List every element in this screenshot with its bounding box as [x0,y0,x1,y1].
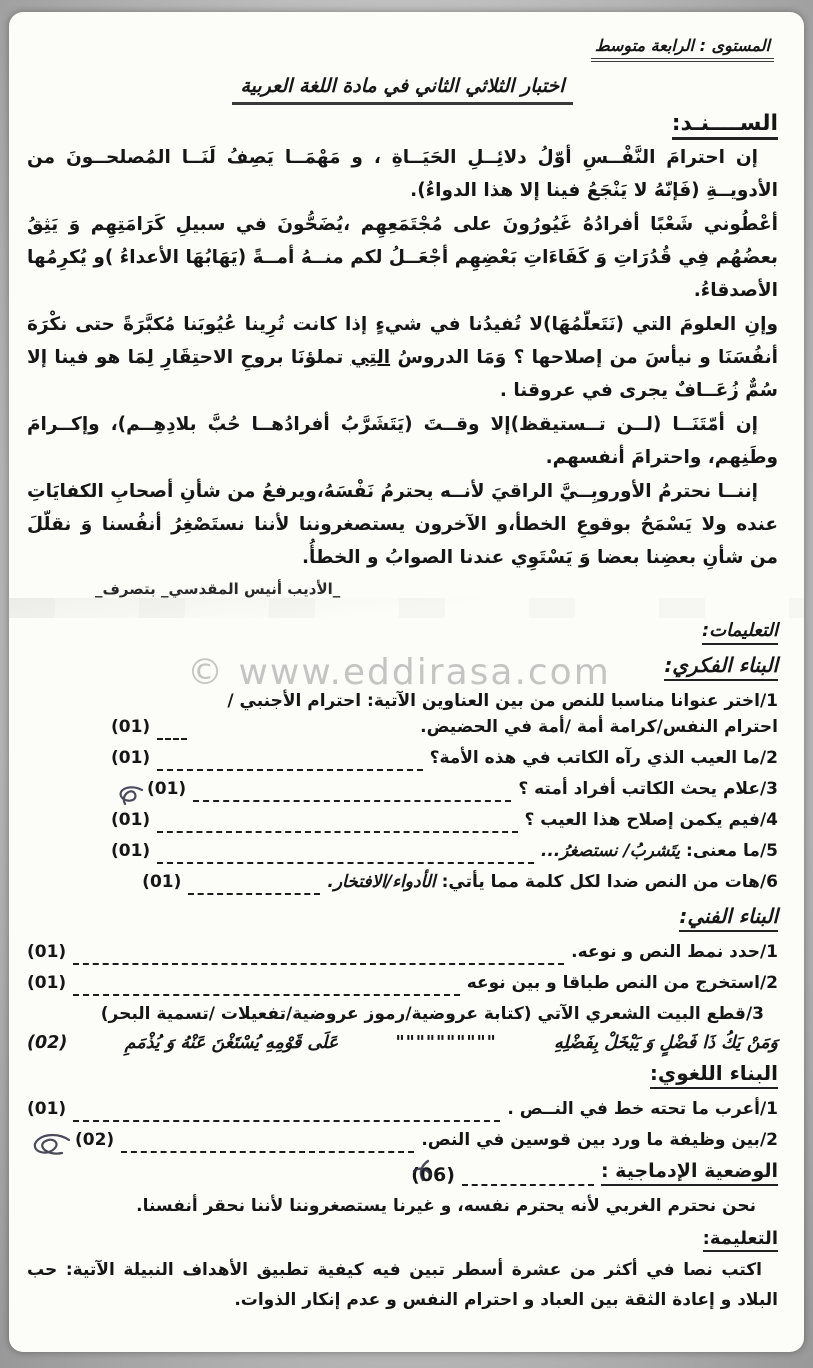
question-mark: (02) [27,1033,68,1053]
section-lughawi [27,1057,778,1153]
underlined-word: التِي [350,347,391,368]
question-text: 2/بين وظيفة ما ورد بين قوسين في النص. [421,1130,778,1150]
answer-dash-line [157,855,534,864]
pen-mark-icon [29,1130,73,1158]
question-mark: (01) [147,779,187,799]
support-text: نحن نحترم الغربي لأنه يحترم نفسه، و غيرنا يستصغروننا لأننا نحقر أنفسنا. [136,1196,756,1216]
sanad-paragraph-3 [27,308,778,407]
question-text: 1/أعرب ما تحته خط في النــص . [507,1099,778,1119]
answer-dash-line [462,1177,594,1186]
question-mark: (02) [75,1130,115,1150]
instructions-section [27,618,778,645]
wadiya-heading: الوضعية الإدماجية : [601,1160,778,1186]
watermark: © www.eddirasa.com [187,652,611,693]
section-heading-lughawi: البناء اللغوي: [650,1061,778,1089]
question-text: 3/قطع البيت الشعري الآتي (كتابة عروضية/رموز عروضية/تفعيلات /تسمية البحر) [100,1004,764,1024]
question-mark: (01) [27,942,67,962]
author-line: _الأديب أنيس المقدسي_ بتصرف_ [95,580,341,598]
question-text [327,869,778,895]
question-text: 1/حدد نمط النص و نوعه. [571,942,778,962]
sanad-paragraph-3-end: تملؤنَا بروحِ الاحتِقَارِ لِمَا هو فينا إلا سُمٌّ زُعَــافٌ يجرى في عروقنا . [27,347,778,401]
question-prefix: 6/هات من النص ضدا لكل كلمة مما يأتي: [435,872,778,892]
answer-dash-line [121,1144,414,1153]
section-heading-fikri: البناء الفكري: [664,653,778,681]
verse-right-hemistich: وَمَنْ يَكُ ذَا فَضْلٍ وَ يَبْخَلْ بِفَضْلِهِ [554,1033,778,1053]
question-mark: (01) [111,717,151,737]
answer-dash-line [193,793,511,802]
question-text: 4/فيم يكمن إصلاح هذا العيب ؟ [524,810,778,830]
question-row [27,939,778,965]
question-mark: (01) [27,973,67,993]
pen-mark-icon [409,1158,435,1184]
question-row [111,745,778,771]
answer-dash-line [73,956,564,965]
verse-line [27,1033,778,1053]
pen-mark-icon [113,783,145,807]
answer-dash-line [73,987,460,996]
taalima-heading: التعليمة: [703,1228,778,1252]
fikri-questions [27,688,778,895]
answer-dash-line [73,1113,500,1122]
level-header [27,36,778,62]
answer-dash-line [188,886,320,895]
sanad-paragraph-3-start: وإنِ العلومَ التي (نَتَعلّمُهَا)لا تُفيدُنا في شيءٍ إذا كانت تُرِينا عُيُوبَنا مُكبَّرَةً حتى نكْرَهَ أنفُسَنَا و نيأسَ من إصلاحها ؟ وَمَا الدروسُ [27,314,778,368]
paper-crease [9,598,804,618]
exam-title [27,75,778,105]
wadiya-row [27,1160,778,1186]
section-wadiya [27,1160,778,1315]
question-mark: (01) [111,841,151,861]
question-text: 3/علام يحث الكاتب أفراد أمته ؟ [518,779,778,799]
question-emphasized-words: يتَشربُ/ نستصغرُ... [540,841,681,861]
question-row [111,776,778,802]
question-mark: (01) [111,748,151,768]
section-heading-fanni: البناء الفني: [679,904,778,932]
question-row [27,970,778,996]
question-row [111,838,778,864]
wadiya-mark-wrap [411,1164,455,1186]
section-fanni [27,900,778,1053]
question-mark: (01) [111,810,151,830]
question-row [27,1096,778,1122]
question-prefix: 5/ما معنى: [680,841,778,861]
section-fikri [27,649,778,895]
sanad-paragraph-4: إن أمّتَنَــا (لــن تــستيقظ)إلا وقــتَ (يَتَشَرَّبُ أفرادُهــا حُبَّ بلادِهِــم)، وإكــرامَ وطَنِهم، واحترامَ أنفسهم. [27,414,778,468]
sanad-heading: الســــنـد: [672,111,778,140]
answer-dash-line [157,824,517,833]
question-mark: (01) [27,1099,67,1119]
question-row [111,807,778,833]
sanad-section [27,105,778,598]
answer-dash-line [157,731,187,740]
exam-title-text: اختبار الثلاثي الثاني في مادة اللغة العربية [232,75,572,105]
question-text: 2/ما العيب الذي رآه الكاتب في هذه الأمة؟ [429,748,778,768]
question-text [541,838,778,864]
question-text: 2/استخرج من النص طباقا و بين نوعه [466,973,778,993]
verse-separator: """""""""" [395,1033,497,1053]
exam-paper [9,12,804,1352]
question-emphasized-words: الأدواء/الافتخار. [327,872,436,892]
verse-left-hemistich: عَلَى قَوْمِهِ يُسْتَغْنَ عَنْهُ وَ يُذْمَمِ [124,1033,339,1053]
taalima-text: اكتب نصا في أكثر من عشرة أسطر تبين فيه كيفية تطبيق الأهداف النبيلة الآتية: حب البلاد و إعادة الثقة بين العباد و احترام النفس و عدم إنكار الذوات. [27,1260,778,1310]
sanad-paragraph-1: إن احترامَ النَّفْــسِ أوّلُ دلائِــلِ الحَيَــاةِ ، و مَهْمَــا يَصِفُ لَنَــا المُصلحــونَ من الأدويــةِ (فَإنّهُ لا يَنْجَعُ فينا إلا هذا الدواءُ). [27,147,778,201]
question-row [27,1127,778,1153]
sanad-paragraph-2: أعْطُوني شَعْبًا أفرادُهُ غَيُورُونَ على مُجْتَمَعِهِم ،يُضَحُّونَ في سبيلِ كَرَامَتِهِم وَ يَثِقُ بعضُهُم فِي قُدُرَاتِ وَ كَفَاءَاتِ بَعْضِهِم أجْعَــلُ لكم منــهُ أمــةً (يَهَابُهَا الأعداءُ )و يُكرِمُها الأصدقاءُ. [27,214,778,301]
question-row [111,869,778,895]
sanad-paragraph-5: إننــا نحترمُ الأوروبِــيَّ الراقيَ لأنــه يحترمُ نَفْسَهُ،ويرفعُ من شأنِ أصحابِ الكفايَاتِ عنده ولا يَسْمَحُ بوقوعِ الخطأ،و الآخرون يستصغروننا لأننا نستَصْغِرُ أنفُسنا وَ نقلّلَ من شأنِ بعضِنا بعضا وَ يَسْتَوِي عندنا الصوابُ و الخطأُ. [27,481,778,568]
question-row [111,688,778,740]
instructions-heading: التعليمات: [702,620,778,645]
question-mark: (06) [411,1164,455,1186]
level-text: المستوى : الرابعة متوسط [591,36,774,62]
question-text: 1/اختر عنوانا مناسبا للنص من بين العناوين الآتية: احترام الأجنبي /احترام النفس/كرامة أمة /أمة في الحضيض. [227,691,778,737]
answer-dash-line [157,762,422,771]
question-mark: (01) [142,872,182,892]
